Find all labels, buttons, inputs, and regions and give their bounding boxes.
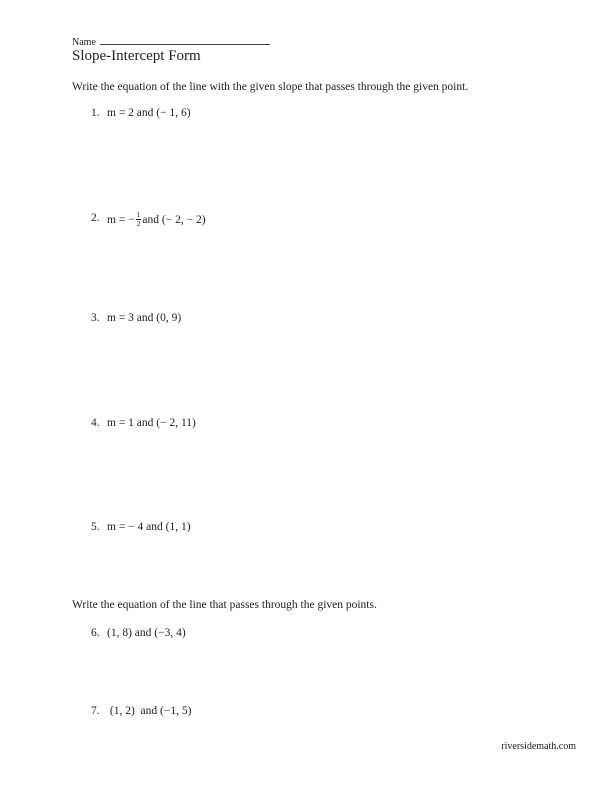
- section1-instructions: Write the equation of the line with the given slope that passes through the given point.: [72, 81, 469, 93]
- footer-site: riversidemath.com: [501, 741, 576, 752]
- problem-number: 4.: [91, 417, 100, 429]
- problem-text: m = 1 and (− 2, 11): [107, 417, 196, 429]
- fraction-numerator: 1: [136, 210, 141, 219]
- problem-text: (1, 2) and (−1, 5): [107, 705, 192, 717]
- fraction-denominator: 2: [136, 219, 141, 228]
- name-field-row: [72, 35, 270, 48]
- problem-number: 1.: [91, 107, 100, 119]
- problem-text: [107, 212, 206, 229]
- name-label: Name: [72, 37, 96, 48]
- problem-number: 7.: [91, 705, 100, 717]
- problem-text: m = 3 and (0, 9): [107, 312, 182, 324]
- problem-number: 5.: [91, 521, 100, 533]
- name-blank-line[interactable]: [100, 35, 270, 45]
- problem-text: (1, 8) and (−3, 4): [107, 627, 186, 639]
- problem-text: m = 2 and (− 1, 6): [107, 107, 191, 119]
- worksheet-title: Slope-Intercept Form: [72, 48, 201, 64]
- problem-prefix: m = −: [107, 214, 135, 227]
- section2-instructions: Write the equation of the line that passes through the given points.: [72, 599, 377, 611]
- problem-suffix: and (− 2, − 2): [142, 214, 206, 227]
- problem-number: 3.: [91, 312, 100, 324]
- fraction: [136, 211, 142, 228]
- problem-text: m = − 4 and (1, 1): [107, 521, 191, 533]
- problem-number: 6.: [91, 627, 100, 639]
- problem-number: 2.: [91, 212, 100, 224]
